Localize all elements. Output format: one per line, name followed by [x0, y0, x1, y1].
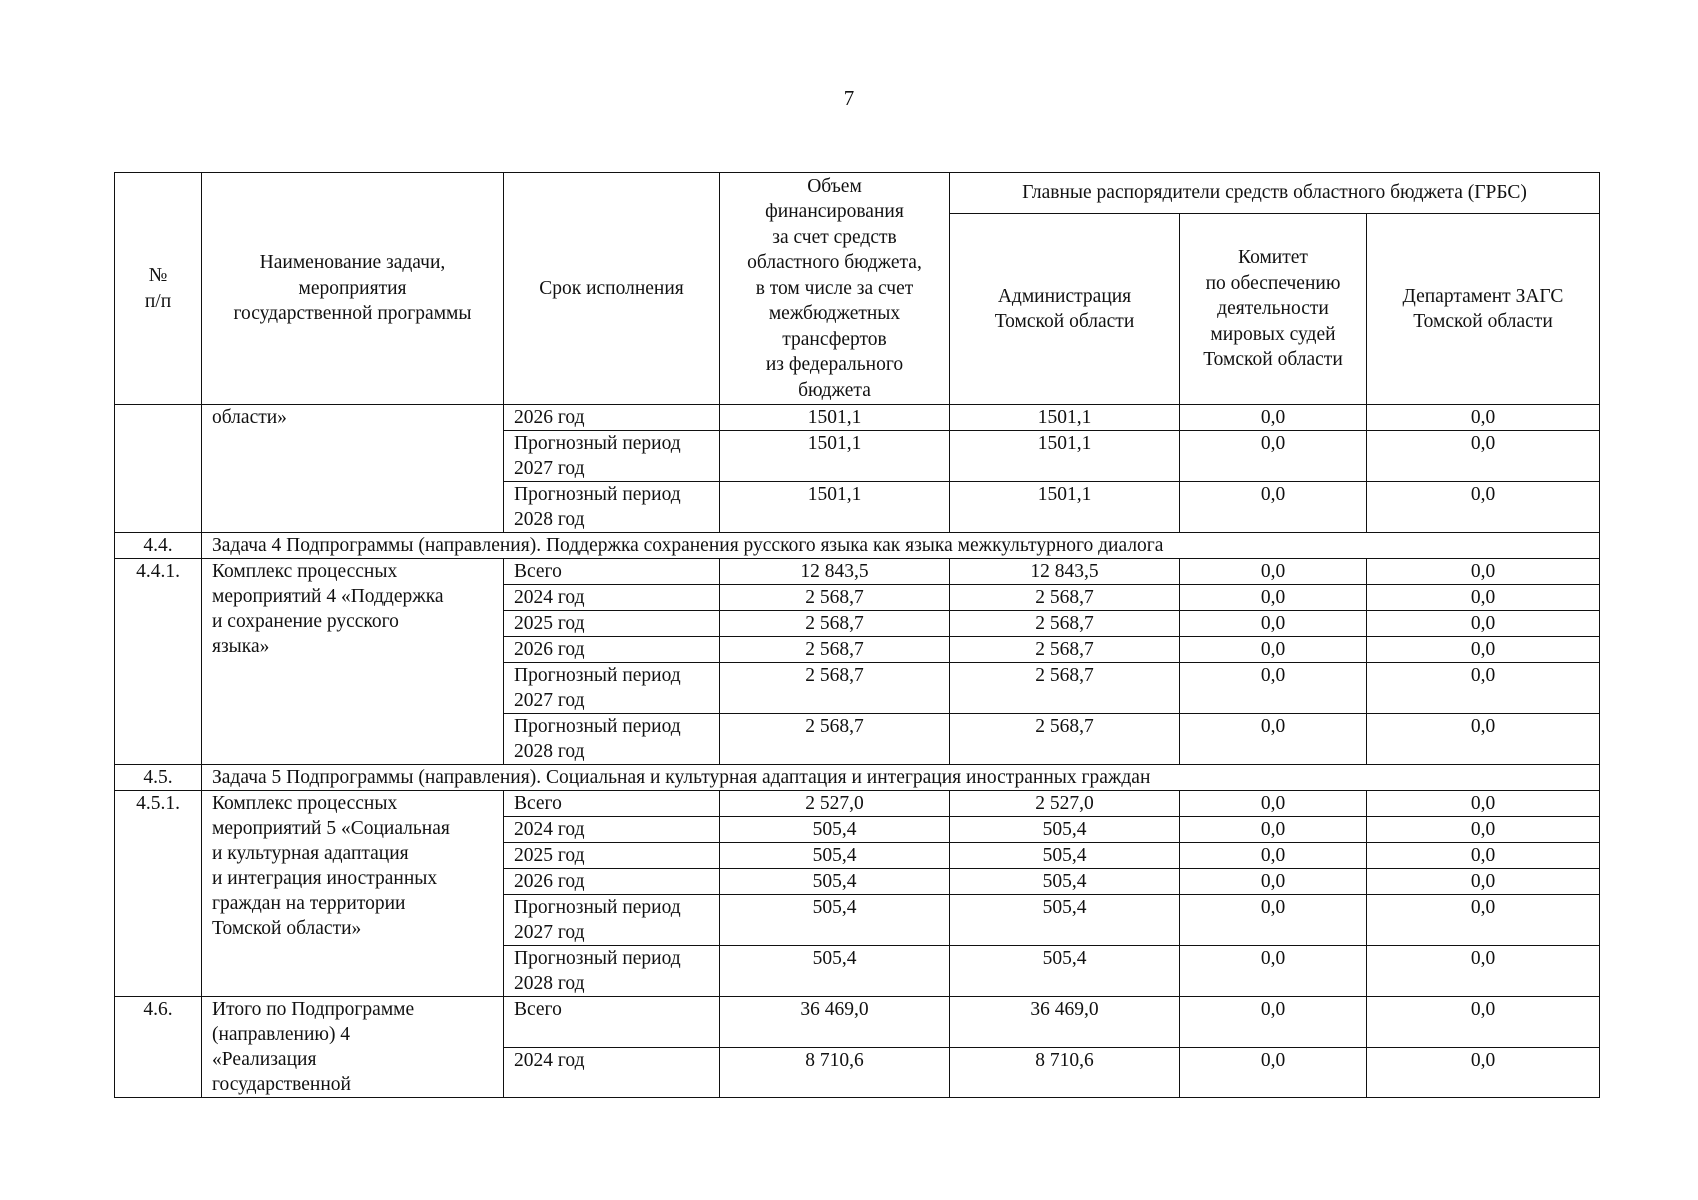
item-name: Комплекс процессных мероприятий 5 «Социальная и культурная адаптация и интеграция иностранных граждан на территории Томской области» [202, 791, 504, 997]
admin-cell: 2 568,7 [950, 611, 1180, 637]
committee-cell: 0,0 [1180, 663, 1367, 714]
term-cell: Прогнозный период 2028 год [504, 482, 720, 533]
volume-cell: 2 568,7 [720, 585, 950, 611]
admin-cell: 505,4 [950, 946, 1180, 997]
volume-cell: 1501,1 [720, 431, 950, 482]
header-term-text: Срок исполнения [539, 277, 684, 299]
item-name: Итого по Подпрограмме (направлению) 4 «Реализация государственной [202, 997, 504, 1098]
zags-cell: 0,0 [1367, 946, 1600, 997]
table-row [115, 997, 1600, 1048]
zags-cell: 0,0 [1367, 559, 1600, 585]
header-zags [1367, 214, 1600, 405]
zags-cell: 0,0 [1367, 482, 1600, 533]
admin-cell: 2 568,7 [950, 585, 1180, 611]
committee-cell: 0,0 [1180, 559, 1367, 585]
zags-cell: 0,0 [1367, 431, 1600, 482]
header-committee-text: Комитет по обеспечению деятельности мировых судей Томской области [1203, 247, 1343, 371]
committee-cell: 0,0 [1180, 714, 1367, 765]
table-row [115, 791, 1600, 817]
task-row [115, 533, 1600, 559]
header-grbs-text: Главные распорядители средств областного бюджета (ГРБС) [1022, 182, 1527, 204]
zags-cell: 0,0 [1367, 843, 1600, 869]
table-row [115, 405, 1600, 431]
item-number: 4.4.1. [115, 559, 202, 765]
financing-table [114, 172, 1600, 1098]
header-admin [950, 214, 1180, 405]
volume-cell: 2 568,7 [720, 637, 950, 663]
term-cell: 2024 год [504, 817, 720, 843]
volume-cell: 505,4 [720, 869, 950, 895]
committee-cell: 0,0 [1180, 997, 1367, 1048]
table-body [115, 405, 1600, 1098]
volume-cell: 1501,1 [720, 405, 950, 431]
volume-cell: 12 843,5 [720, 559, 950, 585]
admin-cell: 1501,1 [950, 405, 1180, 431]
committee-cell: 0,0 [1180, 895, 1367, 946]
zags-cell: 0,0 [1367, 895, 1600, 946]
zags-cell: 0,0 [1367, 997, 1600, 1048]
admin-cell: 36 469,0 [950, 997, 1180, 1048]
admin-cell: 2 568,7 [950, 637, 1180, 663]
admin-cell: 505,4 [950, 843, 1180, 869]
committee-cell: 0,0 [1180, 482, 1367, 533]
term-cell: Прогнозный период 2027 год [504, 895, 720, 946]
committee-cell: 0,0 [1180, 946, 1367, 997]
header-num-text: № п/п [144, 265, 172, 312]
header-term [504, 173, 720, 405]
committee-cell: 0,0 [1180, 585, 1367, 611]
volume-cell: 505,4 [720, 843, 950, 869]
term-cell: 2024 год [504, 585, 720, 611]
admin-cell: 505,4 [950, 869, 1180, 895]
zags-cell: 0,0 [1367, 637, 1600, 663]
admin-cell: 8 710,6 [950, 1047, 1180, 1098]
term-cell: Всего [504, 997, 720, 1048]
task-text: Задача 5 Подпрограммы (направления). Социальная и культурная адаптация и интеграция иностранных граждан [202, 765, 1600, 791]
item-number: 4.5.1. [115, 791, 202, 997]
committee-cell: 0,0 [1180, 843, 1367, 869]
item-number: 4.6. [115, 997, 202, 1098]
header-committee [1180, 214, 1367, 405]
admin-cell: 2 568,7 [950, 714, 1180, 765]
header-admin-text: Администрация Томской области [994, 285, 1135, 332]
committee-cell: 0,0 [1180, 431, 1367, 482]
admin-cell: 1501,1 [950, 482, 1180, 533]
zags-cell: 0,0 [1367, 869, 1600, 895]
zags-cell: 0,0 [1367, 585, 1600, 611]
term-cell: 2024 год [504, 1047, 720, 1098]
term-cell: Прогнозный период 2028 год [504, 946, 720, 997]
volume-cell: 2 568,7 [720, 611, 950, 637]
term-cell: 2026 год [504, 869, 720, 895]
volume-cell: 505,4 [720, 817, 950, 843]
admin-cell: 505,4 [950, 817, 1180, 843]
task-row [115, 765, 1600, 791]
committee-cell: 0,0 [1180, 1047, 1367, 1098]
committee-cell: 0,0 [1180, 817, 1367, 843]
term-cell: Прогнозный период 2027 год [504, 431, 720, 482]
committee-cell: 0,0 [1180, 869, 1367, 895]
item-number [115, 405, 202, 533]
committee-cell: 0,0 [1180, 611, 1367, 637]
zags-cell: 0,0 [1367, 611, 1600, 637]
volume-cell: 2 527,0 [720, 791, 950, 817]
zags-cell: 0,0 [1367, 663, 1600, 714]
volume-cell: 505,4 [720, 895, 950, 946]
admin-cell: 12 843,5 [950, 559, 1180, 585]
term-cell: 2025 год [504, 611, 720, 637]
admin-cell: 505,4 [950, 895, 1180, 946]
volume-cell: 2 568,7 [720, 714, 950, 765]
page-number: 7 [843, 86, 855, 110]
zags-cell: 0,0 [1367, 714, 1600, 765]
volume-cell: 2 568,7 [720, 663, 950, 714]
term-cell: Всего [504, 791, 720, 817]
volume-cell: 505,4 [720, 946, 950, 997]
term-cell: Всего [504, 559, 720, 585]
task-text: Задача 4 Подпрограммы (направления). Поддержка сохранения русского языка как языка межкультурного диалога [202, 533, 1600, 559]
item-name: области» [202, 405, 504, 533]
committee-cell: 0,0 [1180, 791, 1367, 817]
term-cell: 2025 год [504, 843, 720, 869]
term-cell: 2026 год [504, 637, 720, 663]
volume-cell: 1501,1 [720, 482, 950, 533]
item-name: Комплекс процессных мероприятий 4 «Поддержка и сохранение русского языка» [202, 559, 504, 765]
zags-cell: 0,0 [1367, 791, 1600, 817]
term-cell: 2026 год [504, 405, 720, 431]
term-cell: Прогнозный период 2027 год [504, 663, 720, 714]
admin-cell: 2 568,7 [950, 663, 1180, 714]
volume-cell: 8 710,6 [720, 1047, 950, 1098]
committee-cell: 0,0 [1180, 405, 1367, 431]
admin-cell: 2 527,0 [950, 791, 1180, 817]
task-number: 4.4. [115, 533, 202, 559]
header-num [115, 173, 202, 405]
header-name [202, 173, 504, 405]
zags-cell: 0,0 [1367, 817, 1600, 843]
header-volume [720, 173, 950, 405]
header-grbs [950, 173, 1600, 214]
header-name-text: Наименование задачи, мероприятия государственной программы [233, 252, 472, 325]
table-row [115, 559, 1600, 585]
header-zags-text: Департамент ЗАГС Томской области [1402, 285, 1564, 332]
zags-cell: 0,0 [1367, 1047, 1600, 1098]
zags-cell: 0,0 [1367, 405, 1600, 431]
committee-cell: 0,0 [1180, 637, 1367, 663]
task-number: 4.5. [115, 765, 202, 791]
volume-cell: 36 469,0 [720, 997, 950, 1048]
header-volume-text: Объем финансирования за счет средств областного бюджета, в том числе за счет межбюджетных трансфертов из федерального бюджета [747, 175, 922, 401]
term-cell: Прогнозный период 2028 год [504, 714, 720, 765]
admin-cell: 1501,1 [950, 431, 1180, 482]
